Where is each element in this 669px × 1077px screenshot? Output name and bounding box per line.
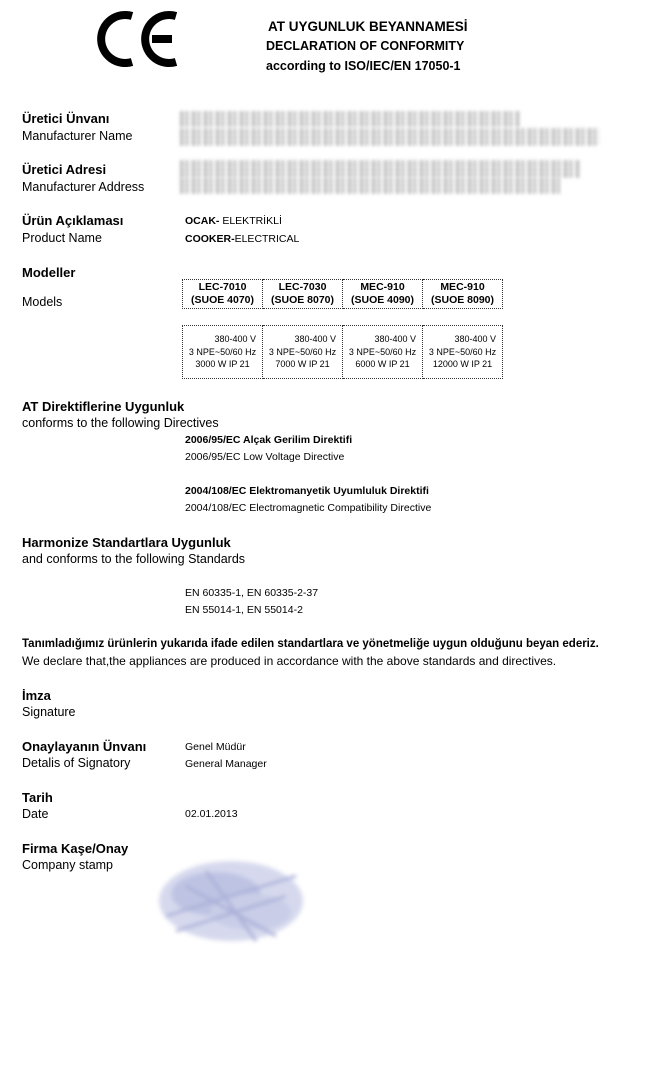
manufacturer-name-redacted: [180, 111, 520, 127]
standards-line-1: EN 60335-1, EN 60335-2-37: [185, 587, 319, 599]
lvd-directive-tr: 2006/95/EC Alçak Gerilim Direktifi: [185, 434, 353, 446]
signatory-label-tr: Onaylayanın Ünvanı: [22, 739, 147, 754]
directives-label-en: conforms to the following Directives: [22, 416, 219, 430]
product-value-tr: OCAK- ELEKTRİKLİ: [185, 215, 282, 227]
document-title-en: DECLARATION OF CONFORMITY: [266, 39, 465, 53]
document-title-tr: AT UYGUNLUK BEYANNAMESİ: [268, 19, 468, 34]
standards-label-tr: Harmonize Standartlara Uygunluk: [22, 535, 231, 550]
model-rating-cell: 380-400 V 3 NPE~50/60 Hz 12000 W IP 21: [423, 326, 503, 379]
model-rating-cell: 380-400 V 3 NPE~50/60 Hz 6000 W IP 21: [343, 326, 423, 379]
product-label-tr: Ürün Açıklaması: [22, 213, 124, 228]
manufacturer-address-redacted-2: [180, 178, 560, 194]
signature-label-en: Signature: [22, 705, 76, 719]
signatory-value-tr: Genel Müdür: [185, 741, 246, 753]
signatory-label-en: Detalis of Signatory: [22, 756, 131, 770]
models-label-en: Models: [22, 295, 63, 309]
company-stamp-label-en: Company stamp: [22, 858, 114, 872]
model-ratings-table: [182, 325, 503, 379]
ce-mark-logo: [96, 8, 180, 70]
date-label-en: Date: [22, 807, 49, 821]
manufacturer-name-label-tr: Üretici Ünvanı: [22, 111, 110, 126]
directives-label-tr: AT Direktiflerine Uygunluk: [22, 399, 185, 414]
manufacturer-address-label-tr: Üretici Adresi: [22, 162, 107, 177]
manufacturer-name-redacted-2: [180, 128, 600, 146]
company-stamp-image: [146, 846, 316, 956]
manufacturer-address-label-en: Manufacturer Address: [22, 180, 145, 194]
document-standard-reference: according to ISO/IEC/EN 17050-1: [266, 59, 461, 73]
models-label-tr: Modeller: [22, 265, 76, 280]
model-code-cell: MEC-910 (SUOE 8090): [423, 280, 503, 309]
manufacturer-name-label-en: Manufacturer Name: [22, 129, 133, 143]
model-rating-cell: 380-400 V 3 NPE~50/60 Hz 3000 W IP 21: [183, 326, 263, 379]
declaration-text-en: We declare that,the appliances are produced in accordance with the above standards and directives.: [22, 654, 557, 668]
signatory-value-en: General Manager: [185, 758, 267, 770]
signature-label-tr: İmza: [22, 688, 51, 703]
model-code-cell: LEC-7010 (SUOE 4070): [183, 280, 263, 309]
date-value: 02.01.2013: [185, 808, 238, 820]
emc-directive-tr: 2004/108/EC Elektromanyetik Uyumluluk Direktifi: [185, 485, 429, 497]
declaration-text-tr: Tanımladığımız ürünlerin yukarıda ifade edilen standartlara ve yönetmeliğe uygun olduğunu beyan ederiz.: [22, 638, 599, 650]
product-value-en: COOKER-ELECTRICAL: [185, 233, 300, 245]
product-label-en: Product Name: [22, 231, 102, 245]
date-label-tr: Tarih: [22, 790, 53, 805]
model-code-cell: MEC-910 (SUOE 4090): [343, 280, 423, 309]
company-stamp-label-tr: Firma Kaşe/Onay: [22, 841, 129, 856]
lvd-directive-en: 2006/95/EC Low Voltage Directive: [185, 451, 345, 463]
model-rating-cell: 380-400 V 3 NPE~50/60 Hz 7000 W IP 21: [263, 326, 343, 379]
model-code-cell: LEC-7030 (SUOE 8070): [263, 280, 343, 309]
model-codes-table: [182, 279, 503, 309]
standards-label-en: and conforms to the following Standards: [22, 552, 246, 566]
standards-line-2: EN 55014-1, EN 55014-2: [185, 604, 303, 616]
emc-directive-en: 2004/108/EC Electromagnetic Compatibility Directive: [185, 502, 432, 514]
manufacturer-address-redacted: [180, 160, 580, 178]
